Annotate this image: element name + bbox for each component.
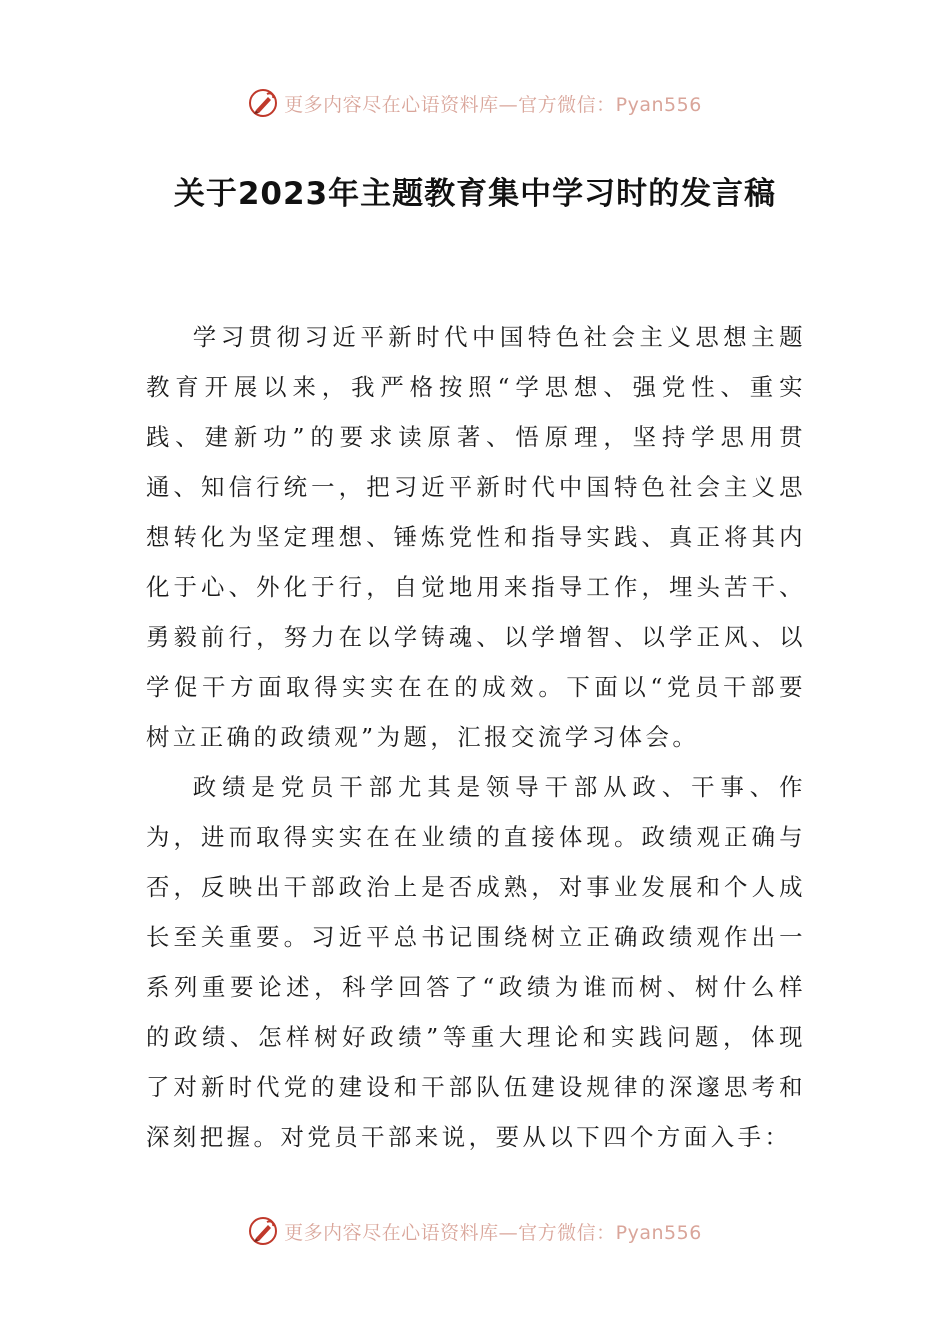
header-watermark-banner (0, 83, 950, 123)
watermark-text (284, 90, 702, 117)
paragraph: 政绩是党员干部尤其是领导干部从政、干事、作为，进而取得实实在在业绩的直接体现。政绩观正确与否，反映出干部政治上是否成熟，对事业发展和个人成长至关重要。习近平总书记围绕树立正确政绩观作出一系列重要论述，科学回答了“政绩为谁而树、树什么样的政绩、怎样树好政绩”等重大理论和实践问题，体现了对新时代党的建设和干部队伍建设规律的深邃思考和深刻把握。对党员干部来说，要从以下四个方面入手： (146, 773, 806, 1151)
document-body (146, 312, 806, 1162)
paragraph: 学习贯彻习近平新时代中国特色社会主义思想主题教育开展以来，我严格按照“学思想、强党性、重实践、建新功”的要求读原著、悟原理，坚持学思用贯通、知信行统一，把习近平新时代中国特色社会主义思想转化为坚定理想、锤炼党性和指导实践、真正将其内化于心、外化于行，自觉地用来指导工作，埋头苦干、勇毅前行，努力在以学铸魂、以学增智、以学正风、以学促干方面取得实实在在的成效。下面以“党员干部要树立正确的政绩观”为题，汇报交流学习体会。 (146, 323, 806, 751)
pen-logo-icon (248, 1216, 278, 1246)
pen-logo-icon (248, 88, 278, 118)
watermark-text (284, 1218, 702, 1245)
watermark-label: 更多内容尽在心语资料库—官方微信： (284, 1221, 616, 1244)
watermark-label: 更多内容尽在心语资料库—官方微信： (284, 93, 616, 116)
watermark-wechat-id: Pyan556 (615, 93, 702, 116)
document-title: 关于2023年主题教育集中学习时的发言稿 (173, 176, 777, 212)
footer-watermark-banner (0, 1211, 950, 1251)
watermark-wechat-id: Pyan556 (615, 1221, 702, 1244)
